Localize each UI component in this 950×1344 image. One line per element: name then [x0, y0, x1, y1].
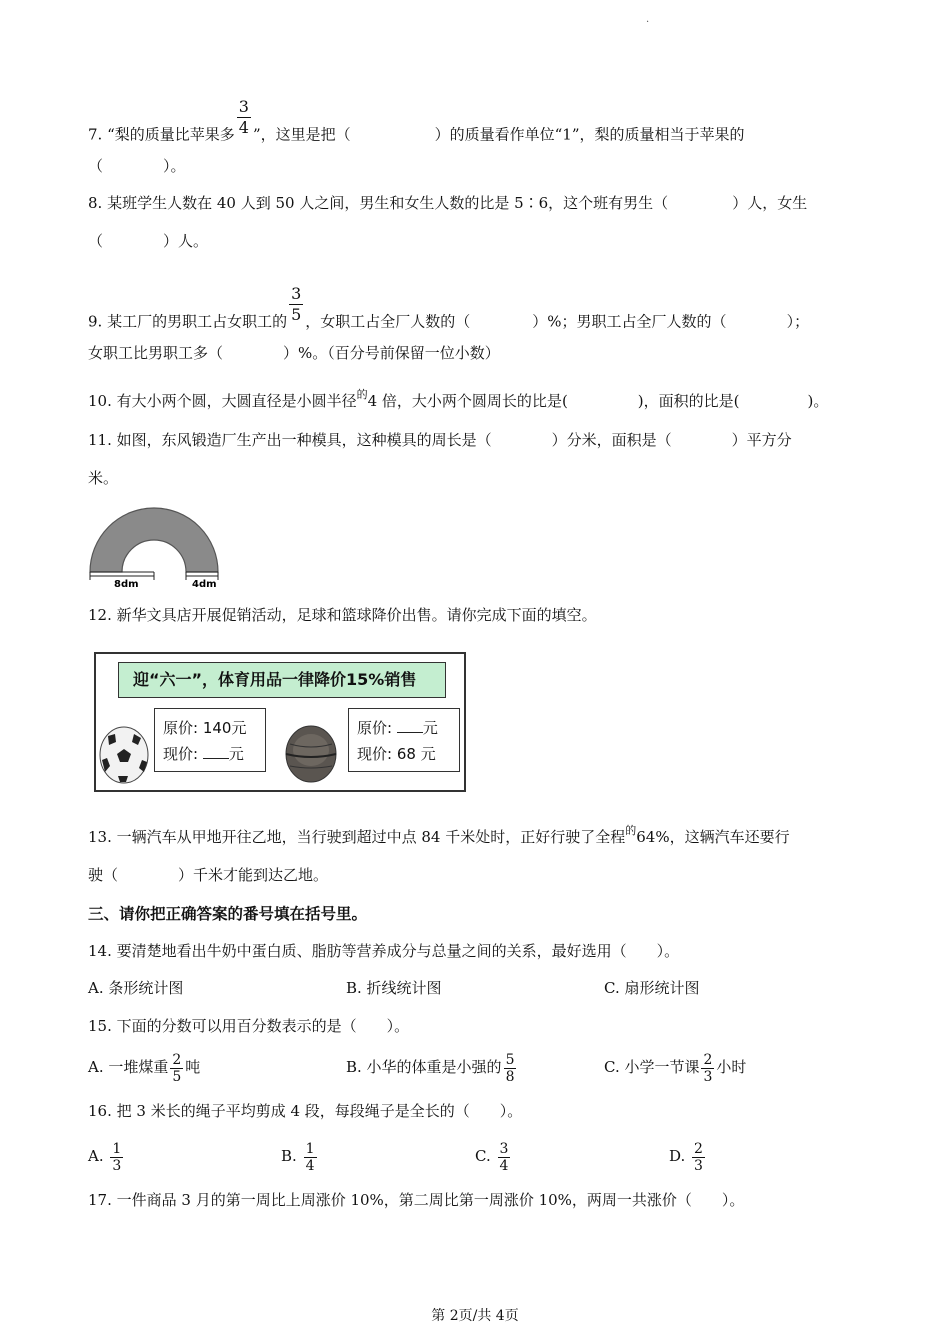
q10-sup: 的: [356, 388, 368, 401]
q15-a-fraction: $\frac{2}{5}$: [172, 1051, 182, 1085]
question-13-line-1: [88, 826, 862, 850]
q14-option-a[interactable]: A. 条形统计图: [88, 979, 184, 997]
question-11-line-1: [88, 429, 862, 451]
football-original-price: [163, 715, 265, 741]
q16-a-fraction: $\frac{1}{3}$: [112, 1140, 122, 1174]
basketball-image: [284, 724, 338, 784]
label-4dm: 4dm: [192, 579, 217, 590]
q8-text: 8. 某班学生人数在 40 人到 50 人之间，男生和女生人数的比是 5∶6，这个班有男生（: [88, 194, 669, 212]
q10-mid: 4 倍，大小两个圆周长的比是(: [367, 392, 568, 410]
q10-tail: )。: [807, 392, 829, 410]
q16-d-label: D.: [669, 1147, 686, 1165]
football-price-box: [154, 708, 266, 772]
now-value: 68 元: [396, 745, 436, 763]
q14-option-c[interactable]: C. 扇形统计图: [604, 979, 700, 997]
question-17: 17. 一件商品 3 月的第一周比上周涨价 10%，第二周比第一周涨价 10%，两周一共涨价（ ）。: [88, 1191, 745, 1209]
q9-mid2: ）%；男职工占全厂人数的（: [532, 312, 727, 331]
basketball-original-price: [357, 715, 459, 741]
question-10: [88, 390, 862, 414]
top-dot: .: [646, 14, 650, 25]
question-8-line-2: （ ）人。: [88, 232, 209, 250]
q16-option-b[interactable]: [281, 1136, 319, 1176]
q10-mid2: )，面积的比是(: [637, 392, 740, 410]
orig-label: 原价:: [163, 719, 199, 737]
question-15: 15. 下面的分数可以用百分数表示的是（ ）。: [88, 1017, 410, 1035]
promotion-poster: [94, 652, 466, 792]
q13-prefix: 13. 一辆汽车从甲地开往乙地，当行驶到超过中点 84 千米处时，正好行驶了全程: [88, 828, 626, 846]
football-current-price: [163, 741, 265, 767]
q15-a-text: A. 一堆煤重: [88, 1058, 169, 1076]
section-3-heading: 三、请你把正确答案的番号填在括号里。: [88, 904, 368, 923]
q13-sup: 的: [625, 824, 637, 837]
q15-b-fraction: $\frac{5}{8}$: [505, 1051, 515, 1085]
q13-tail: 64%，这辆汽车还要行: [636, 828, 790, 846]
q15-a-unit: 吨: [185, 1058, 201, 1076]
half-ring-mold-figure: [86, 500, 222, 590]
question-7-line-2: （ ）。: [88, 157, 186, 175]
q9-fraction: $\frac{3}{5}$: [291, 284, 302, 324]
q16-option-d[interactable]: [669, 1136, 707, 1176]
orig-label: 原价:: [357, 719, 393, 737]
q7-prefix: 7. “梨的质量比苹果多: [88, 125, 235, 144]
q11-tail: ）平方分: [731, 431, 792, 449]
orig-unit: 元: [422, 719, 438, 737]
q7-mid: ”，这里是把（: [252, 125, 351, 144]
question-7-line-1: [88, 97, 862, 156]
q16-d-fraction: $\frac{2}{3}$: [694, 1140, 703, 1174]
q16-b-fraction: $\frac{1}{4}$: [305, 1140, 315, 1174]
question-12: 12. 新华文具店开展促销活动，足球和篮球降价出售。请你完成下面的填空。: [88, 606, 597, 624]
q15-b-text: B. 小华的体重是小强的: [346, 1058, 502, 1076]
question-14: 14. 要清楚地看出牛奶中蛋白质、脂肪等营养成分与总量之间的关系，最好选用（ ）。: [88, 942, 680, 960]
q11-mid: ）分米，面积是（: [551, 431, 672, 449]
basketball-price-box: [348, 708, 460, 772]
q16-a-label: A.: [88, 1147, 104, 1165]
basketball-original-price-blank[interactable]: [397, 718, 423, 733]
q9-tail: ）；: [786, 312, 810, 331]
q16-b-label: B.: [281, 1147, 297, 1165]
q16-c-fraction: $\frac{3}{4}$: [499, 1140, 509, 1174]
q16-c-label: C.: [475, 1147, 491, 1165]
q7-after: ）的质量看作单位“1”，梨的质量相当于苹果的: [434, 125, 745, 144]
q7-fraction: $\frac{3}{4}$: [238, 97, 249, 137]
q16-option-a[interactable]: [88, 1136, 125, 1176]
basketball-highlight: [293, 734, 329, 766]
q15-option-c[interactable]: [604, 1048, 746, 1086]
q16-option-c[interactable]: [475, 1136, 512, 1176]
question-8-line-1: [88, 192, 862, 214]
q14-option-b[interactable]: B. 折线统计图: [346, 979, 442, 997]
now-label: 现价:: [163, 745, 199, 763]
q15-c-fraction: $\frac{2}{3}$: [703, 1051, 713, 1085]
q15-option-a[interactable]: [88, 1048, 200, 1086]
label-8dm: 8dm: [114, 579, 139, 590]
q15-c-unit: 小时: [716, 1058, 747, 1076]
question-13-line-2: 驶（ ）千米才能到达乙地。: [88, 866, 329, 884]
football-current-price-blank[interactable]: [203, 744, 229, 759]
q15-c-text: C. 小学一节课: [604, 1058, 700, 1076]
orig-value: 140元: [202, 719, 247, 737]
q15-option-b[interactable]: [346, 1048, 518, 1086]
question-11-line-2: 米。: [88, 469, 119, 487]
q8-tail: ）人，女生: [732, 194, 808, 212]
q9-mid: ，女职工占全厂人数的（: [305, 312, 471, 331]
football-image: [98, 722, 150, 784]
half-ring-shape: [90, 508, 218, 572]
q11-text: 11. 如图，东风锻造厂生产出一种模具，这种模具的周长是（: [88, 431, 492, 449]
page-footer: 第 2页/共 4页: [431, 1308, 519, 1324]
basketball-current-price: [357, 741, 459, 767]
now-unit: 元: [228, 745, 244, 763]
promotion-banner: 迎“六一”，体育用品一律降价15%销售: [118, 662, 446, 698]
q10-prefix: 10. 有大小两个圆，大圆直径是小圆半径: [88, 392, 357, 410]
q9-prefix: 9. 某工厂的男职工占女职工的: [88, 312, 288, 331]
question-16: 16. 把 3 米长的绳子平均剪成 4 段，每段绳子是全长的（ ）。: [88, 1102, 523, 1120]
question-9-line-2: 女职工比男职工多（ ）%。（百分号前保留一位小数）: [88, 344, 500, 362]
question-9-line-1: [88, 284, 862, 343]
now-label: 现价:: [357, 745, 393, 763]
